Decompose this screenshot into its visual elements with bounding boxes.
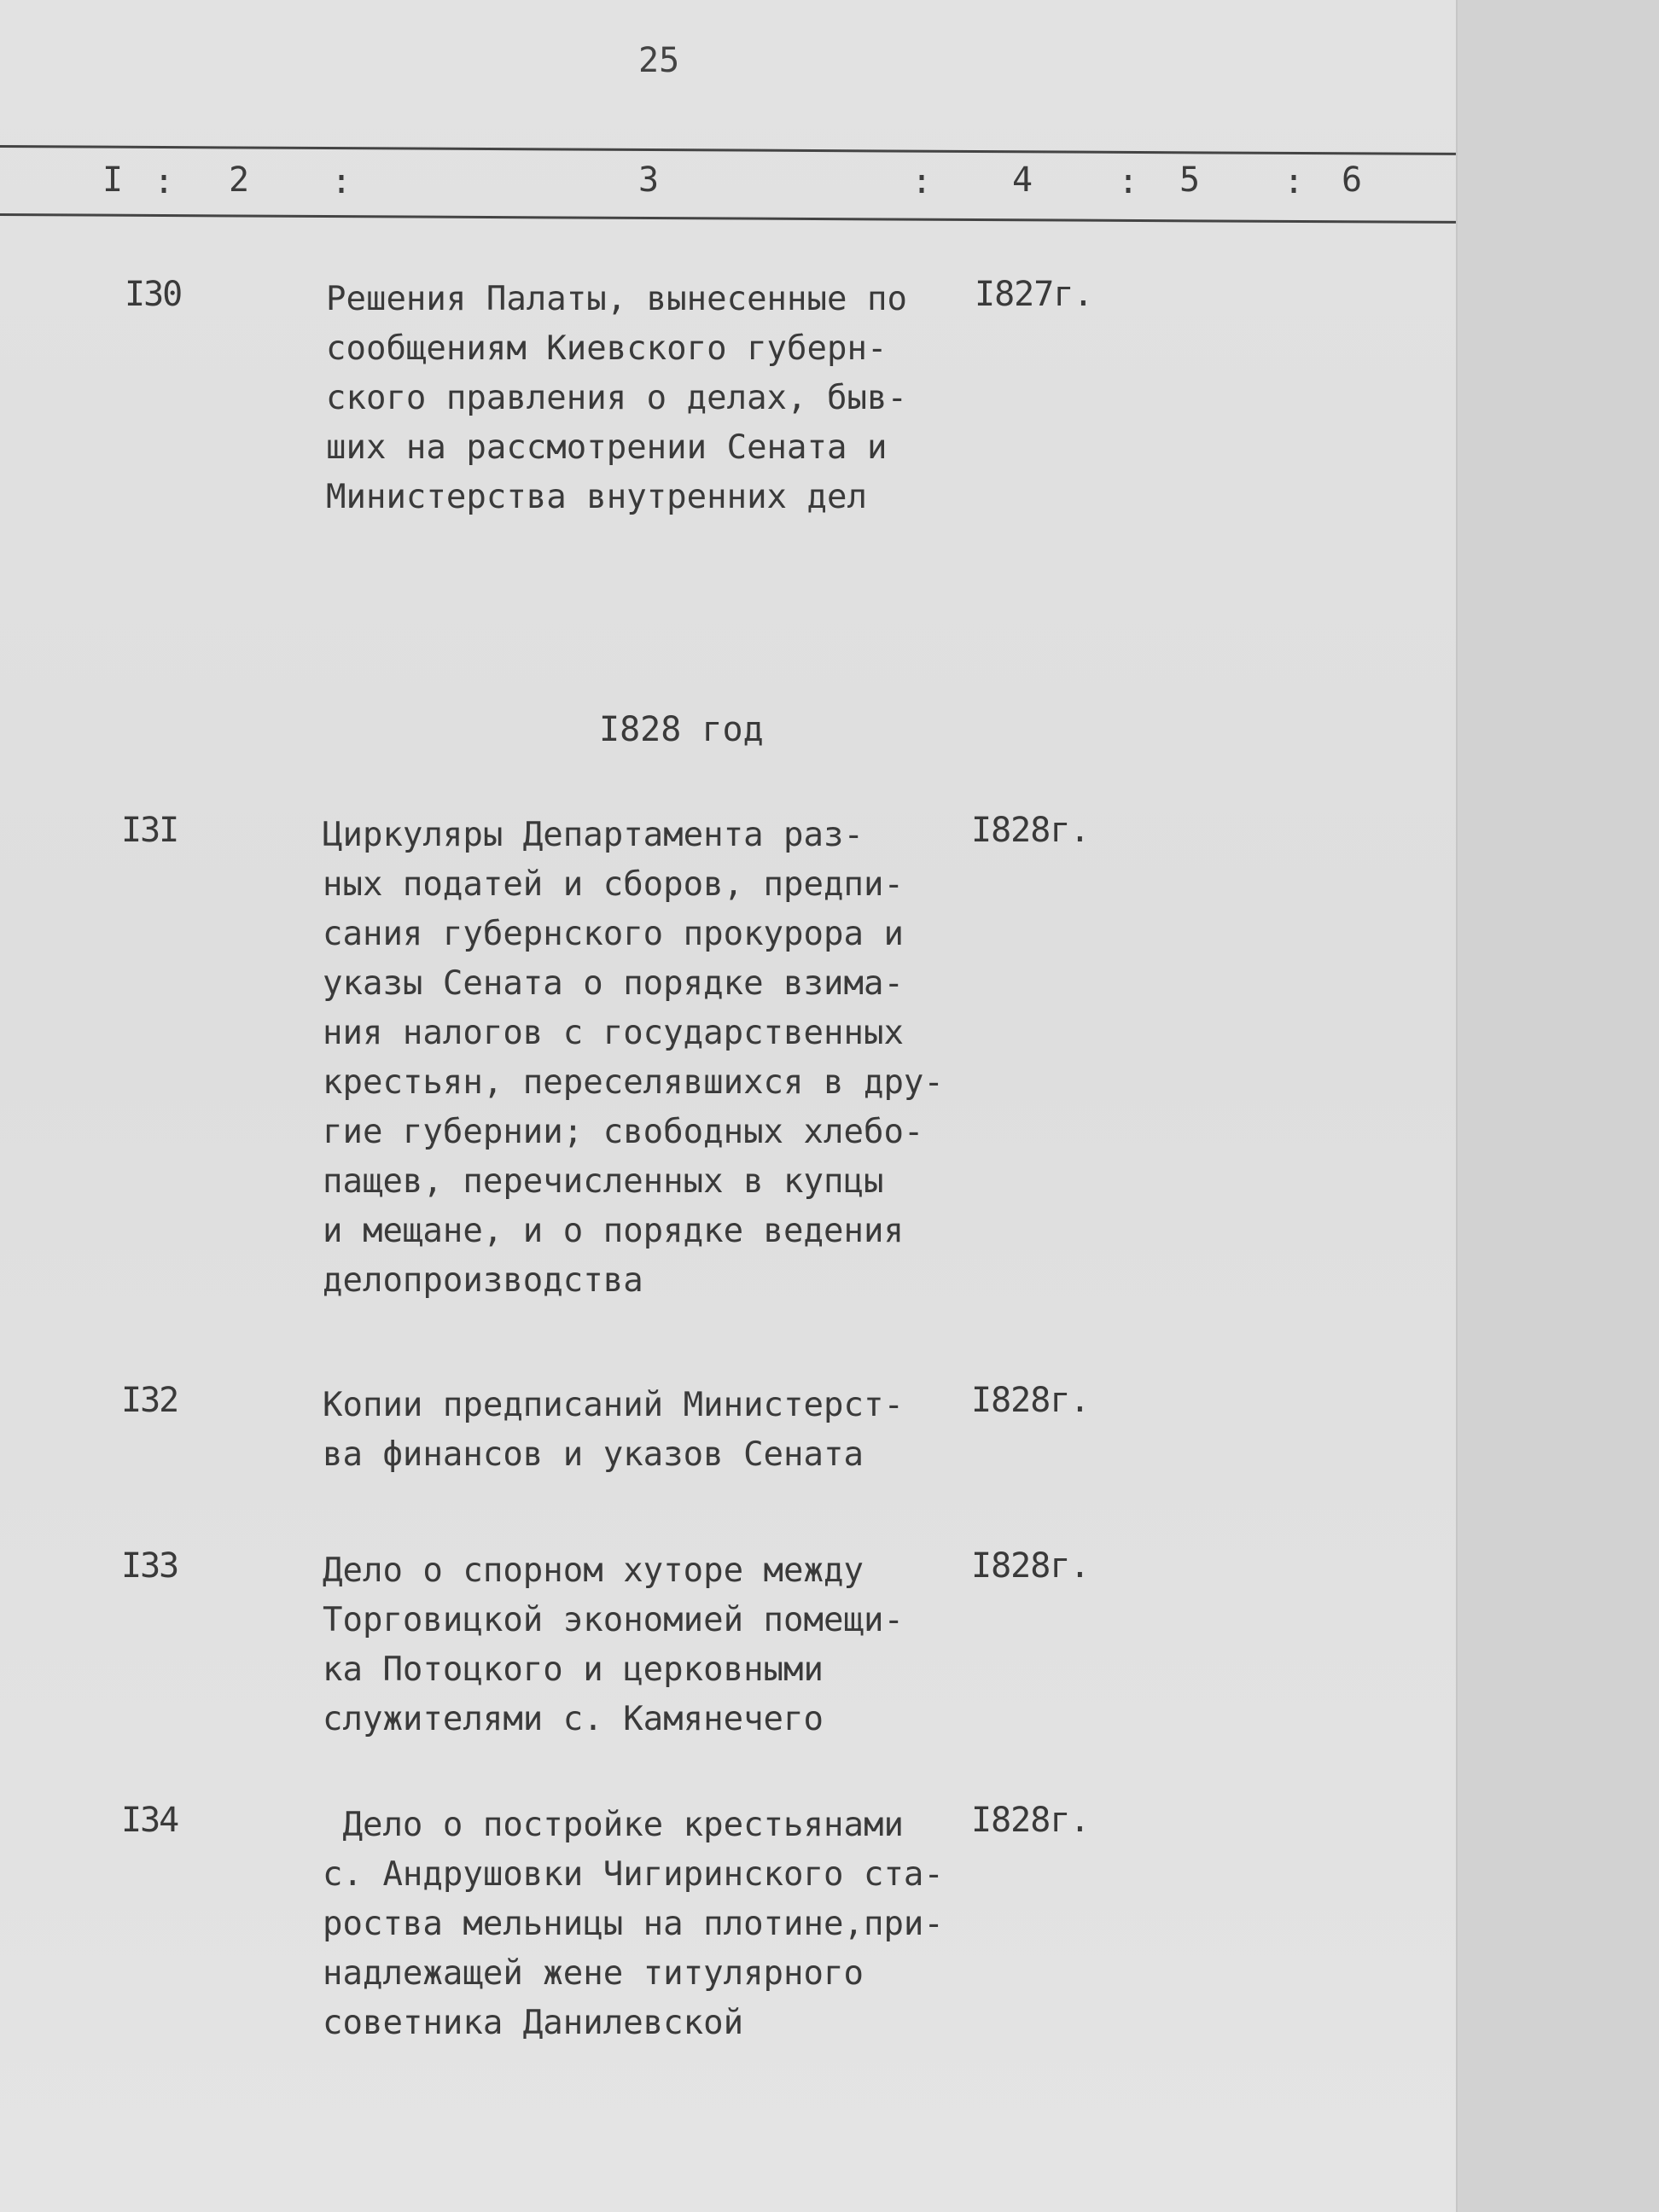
page-margin-strip xyxy=(1456,0,1659,2212)
description-line: гие губернии; свободных хлебо- xyxy=(323,1113,924,1151)
description-line: надлежащей жене титулярного xyxy=(323,1954,864,1993)
description-line: Министерства внутренних дел xyxy=(326,478,867,516)
table-header-top-rule xyxy=(0,145,1456,155)
description-line: пащев, перечисленных в купцы xyxy=(323,1162,884,1201)
column-separator: : xyxy=(911,162,933,201)
description-line: ных податей и сборов, предпи- xyxy=(323,865,904,904)
column-header-5: 5 xyxy=(1179,160,1201,200)
column-separator: : xyxy=(1118,162,1139,201)
description-line: ка Потоцкого и церковными xyxy=(323,1650,824,1689)
entry-description xyxy=(323,1801,971,2048)
page-number: 25 xyxy=(638,41,680,80)
description-line: Дело о спорном хуторе между xyxy=(323,1551,864,1590)
column-header-6: 6 xyxy=(1342,160,1363,200)
column-header-1: I xyxy=(102,160,124,200)
entry-date: I828г. xyxy=(971,1546,1090,1586)
description-line: делопроизводства xyxy=(323,1261,643,1300)
entry-date: I827г. xyxy=(975,275,1093,314)
description-line: Торговицкой экономией помещи- xyxy=(323,1601,904,1639)
description-line: ших на рассмотрении Сената и xyxy=(326,428,888,467)
entry-number: I30 xyxy=(125,275,182,314)
column-header-3: 3 xyxy=(638,160,660,200)
description-line: ского правления о делах, быв- xyxy=(326,379,907,417)
entry-description xyxy=(323,1546,971,1744)
year-heading: I828 год xyxy=(599,710,764,749)
description-line: и мещане, и о порядке ведения xyxy=(323,1212,904,1250)
table-header-bottom-rule xyxy=(0,213,1456,224)
entry-description xyxy=(323,811,971,1306)
column-separator: : xyxy=(331,162,352,201)
entry-number: I32 xyxy=(121,1381,178,1420)
description-line: советника Данилевской xyxy=(323,2004,744,2042)
description-line: ния налогов с государственных xyxy=(323,1014,904,1052)
column-header-2: 2 xyxy=(229,160,250,200)
column-header-4: 4 xyxy=(1012,160,1033,200)
description-line: роства мельницы на плотине,при- xyxy=(323,1905,944,1943)
entry-number: I3I xyxy=(121,811,178,850)
entry-description xyxy=(323,1381,971,1480)
entry-date: I828г. xyxy=(971,1801,1090,1840)
description-line: ва финансов и указов Сената xyxy=(323,1435,864,1474)
entry-number: I34 xyxy=(121,1801,178,1840)
description-line: Решения Палаты, вынесенные по xyxy=(326,280,907,318)
entry-date: I828г. xyxy=(971,811,1090,850)
description-line: Копии предписаний Министерст- xyxy=(323,1386,904,1424)
entry-date: I828г. xyxy=(971,1381,1090,1420)
description-line: Дело о постройке крестьянами xyxy=(323,1806,904,1844)
column-separator: : xyxy=(1284,162,1305,201)
entry-number: I33 xyxy=(121,1546,178,1586)
description-line: служителями с. Камянечего xyxy=(323,1700,824,1738)
entry-description xyxy=(326,275,975,522)
description-line: с. Андрушовки Чигиринского ста- xyxy=(323,1855,944,1894)
description-line: сообщениям Киевского губерн- xyxy=(326,329,888,368)
description-line: сания губернского прокурора и xyxy=(323,915,904,953)
column-separator: : xyxy=(154,162,175,201)
description-line: Циркуляры Департамента раз- xyxy=(323,816,864,854)
description-line: крестьян, переселявшихся в дру- xyxy=(323,1063,944,1102)
description-line: указы Сената о порядке взима- xyxy=(323,964,904,1003)
